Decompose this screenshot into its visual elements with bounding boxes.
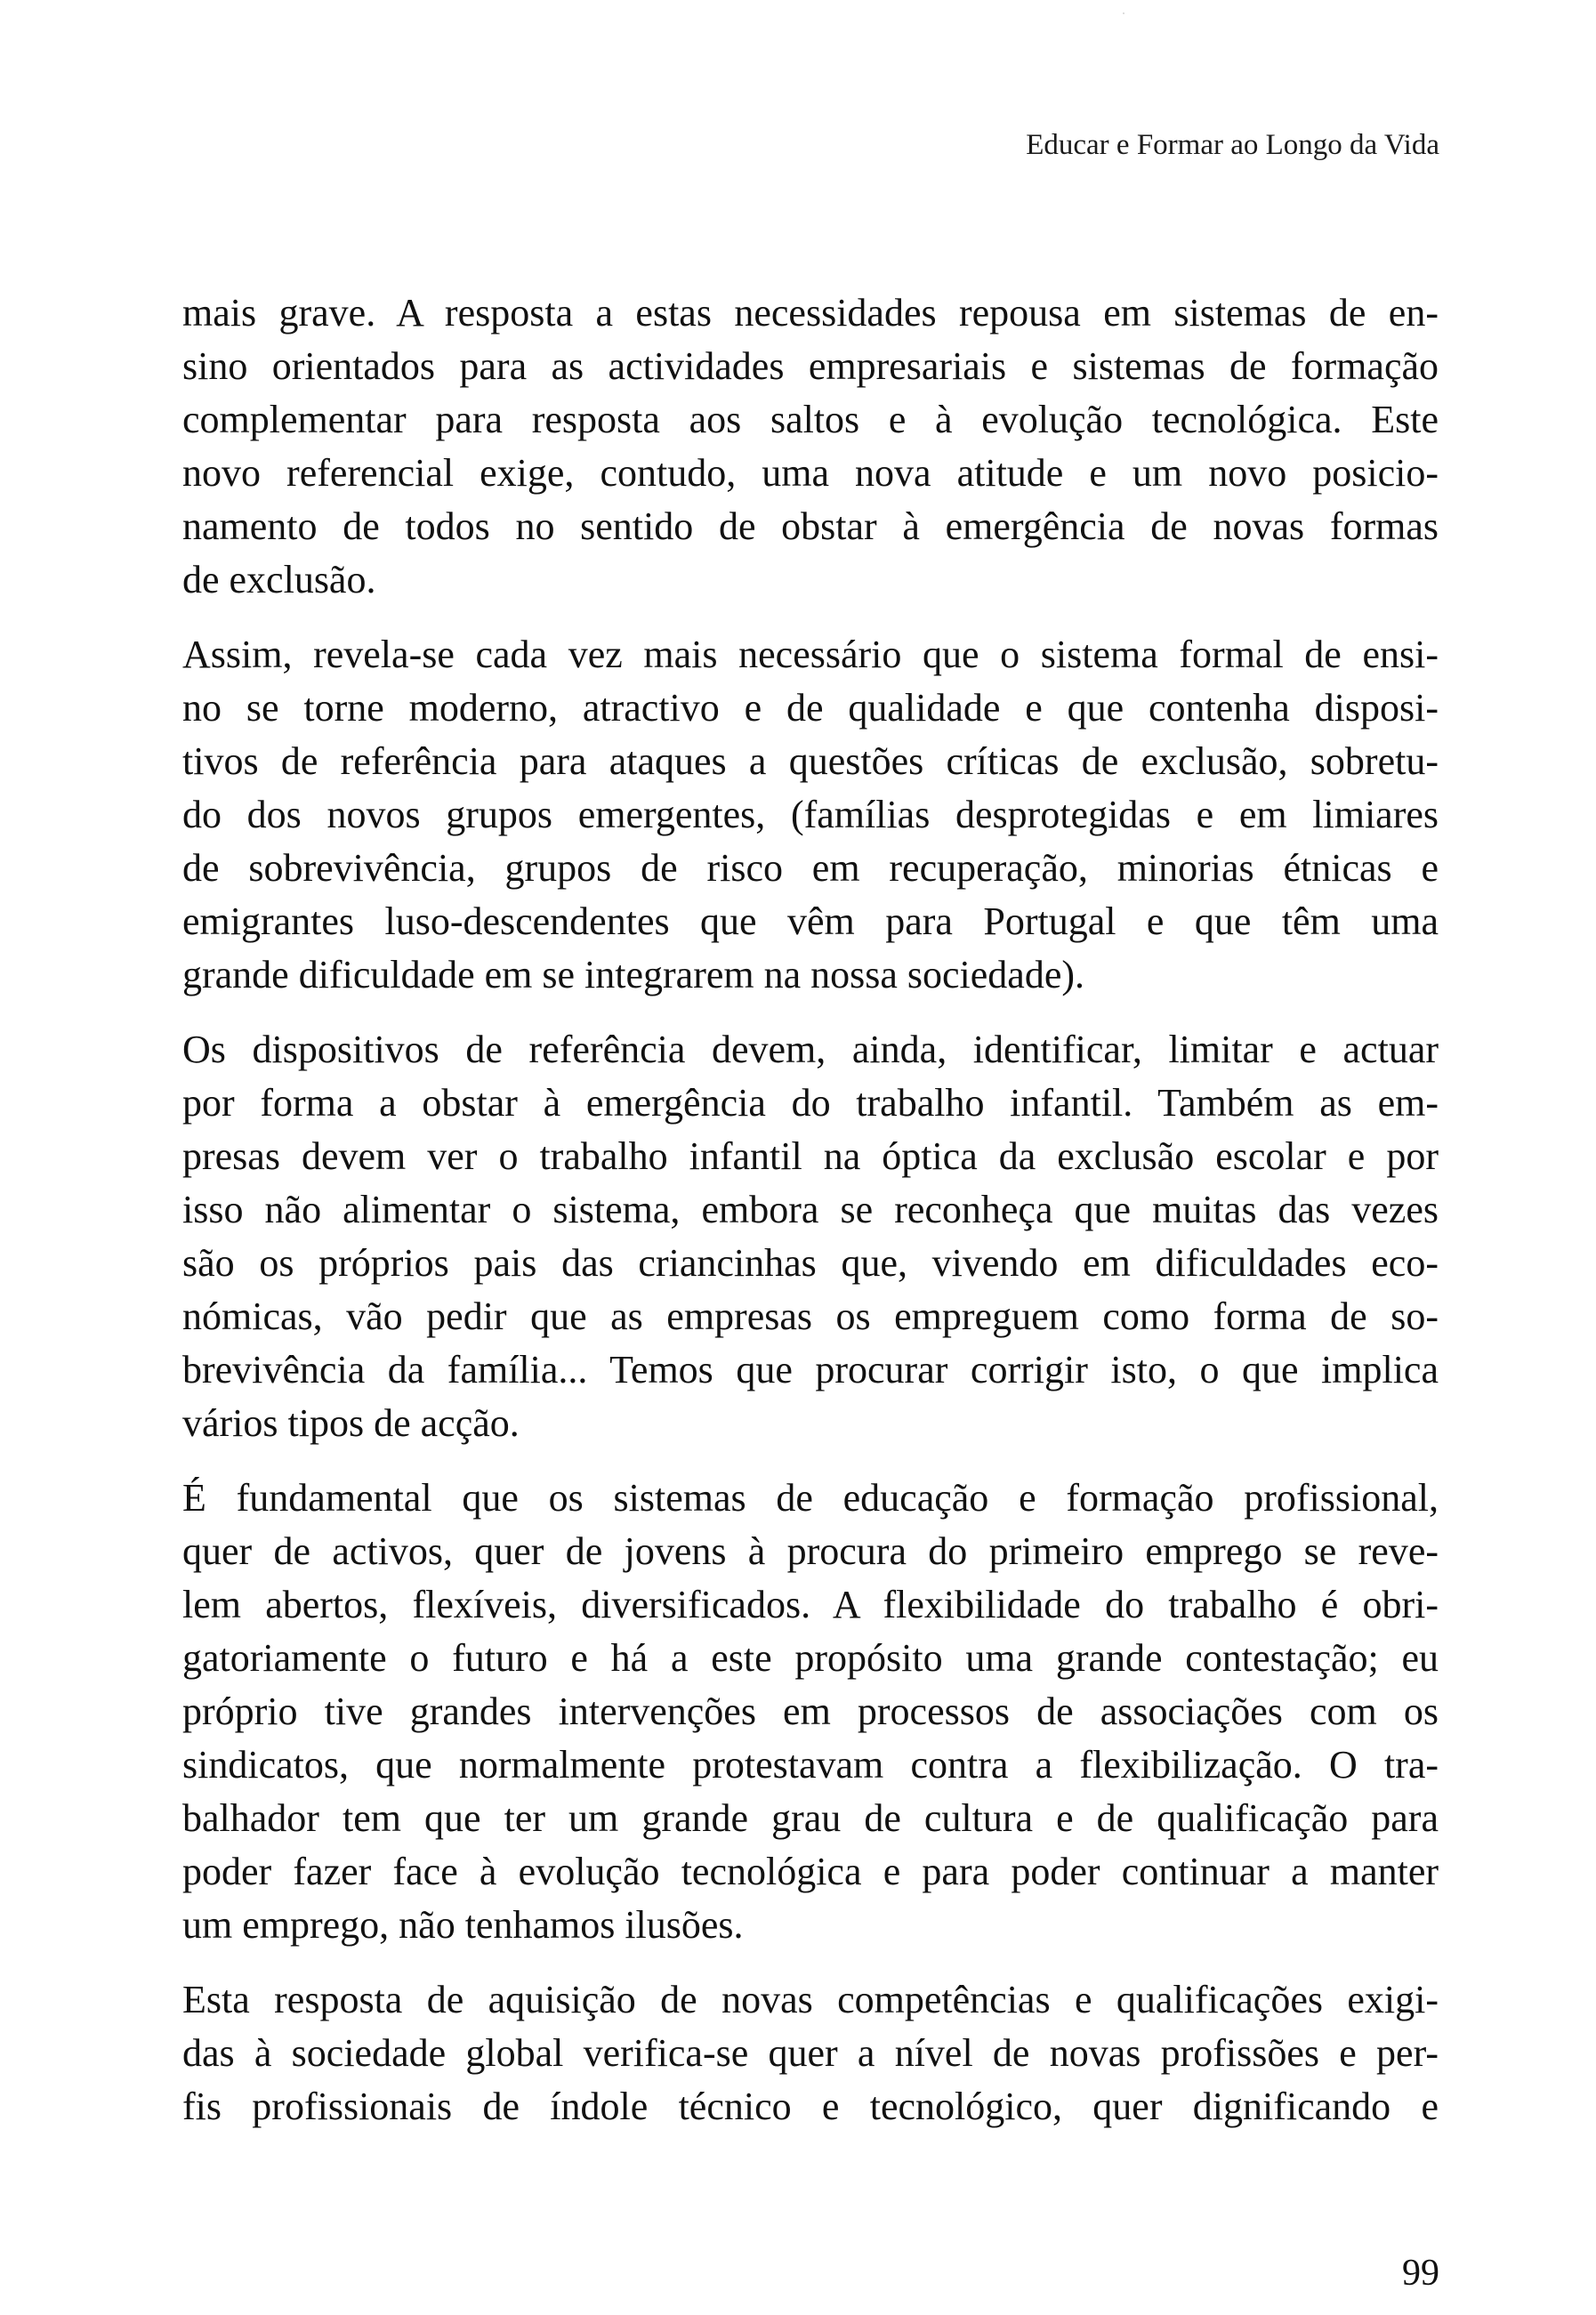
text-line: tivos de referência para ataques a questões críticas de exclusão, sobretu- (182, 739, 1439, 783)
text-line: emigrantes luso-descendentes que vêm para Portugal e que têm uma (182, 899, 1439, 943)
text-line: É fundamental que os sistemas de educação e formação profissional, (182, 1476, 1439, 1520)
text-line: mais grave. A resposta a estas necessidades repousa em sistemas de en- (182, 291, 1439, 335)
text-line: são os próprios pais das criancinhas que, vivendo em dificuldades eco- (182, 1241, 1439, 1285)
text-line: quer de activos, quer de jovens à procura do primeiro emprego se reve- (182, 1529, 1439, 1573)
text-line: de sobrevivência, grupos de risco em recuperação, minorias étnicas e (182, 846, 1439, 890)
text-line: poder fazer face à evolução tecnológica e para poder continuar a manter (182, 1850, 1439, 1893)
text-line: das à sociedade global verifica-se quer a nível de novas profissões e per- (182, 2031, 1439, 2075)
text-line: próprio tive grandes intervenções em processos de associações com os (182, 1690, 1439, 1733)
text-line: Esta resposta de aquisição de novas competências e qualificações exigi- (182, 1978, 1439, 2021)
paragraph-4 (182, 1472, 1439, 1952)
paragraph-5 (182, 1973, 1439, 2134)
text-line: novo referencial exige, contudo, uma nova atitude e um novo posicio- (182, 451, 1439, 495)
text-line: complementar para resposta aos saltos e à evolução tecnológica. Este (182, 398, 1439, 441)
text-line: grande dificuldade em se integrarem na nossa sociedade). (182, 953, 1085, 996)
text-line: Os dispositivos de referência devem, ainda, identificar, limitar e actuar (182, 1028, 1439, 1071)
text-line: do dos novos grupos emergentes, (famílias desprotegidas e em limiares (182, 793, 1439, 836)
text-line: por forma a obstar à emergência do trabalho infantil. Também as em- (182, 1081, 1439, 1125)
paragraph-3 (182, 1023, 1439, 1450)
text-line: gatoriamente o futuro e há a este propósito uma grande contestação; eu (182, 1636, 1439, 1680)
text-line: de exclusão. (182, 558, 376, 601)
text-line: sindicatos, que normalmente protestavam contra a flexibilização. O tra- (182, 1743, 1439, 1787)
text-line: balhador tem que ter um grande grau de cultura e de qualificação para (182, 1796, 1439, 1840)
paragraph-1 (182, 286, 1439, 607)
text-line: isso não alimentar o sistema, embora se reconheça que muitas das vezes (182, 1188, 1439, 1231)
text-line: presas devem ver o trabalho infantil na óptica da exclusão escolar e por (182, 1134, 1439, 1178)
text-line: Assim, revela-se cada vez mais necessário que o sistema formal de ensi- (182, 633, 1439, 676)
scan-speck (1123, 12, 1124, 14)
text-line: brevivência da família... Temos que procurar corrigir isto, o que implica (182, 1348, 1439, 1391)
body-text (182, 286, 1439, 2155)
text-line: no se torne moderno, atractivo e de qualidade e que contenha disposi- (182, 686, 1439, 730)
paragraph-2 (182, 628, 1439, 1002)
text-line: lem abertos, flexíveis, diversificados. A flexibilidade do trabalho é obri- (182, 1583, 1439, 1626)
text-line: um emprego, não tenhamos ilusões. (182, 1903, 744, 1947)
text-line: namento de todos no sentido de obstar à emergência de novas formas (182, 504, 1439, 548)
text-line: sino orientados para as actividades empresariais e sistemas de formação (182, 344, 1439, 388)
page-number: 99 (1402, 2253, 1439, 2294)
running-header: Educar e Formar ao Longo da Vida (1026, 129, 1439, 161)
text-line: nómicas, vão pedir que as empresas os empreguem como forma de so- (182, 1295, 1439, 1338)
text-line: vários tipos de acção. (182, 1401, 520, 1445)
text-line: fis profissionais de índole técnico e tecnológico, quer dignificando e (182, 2085, 1439, 2128)
